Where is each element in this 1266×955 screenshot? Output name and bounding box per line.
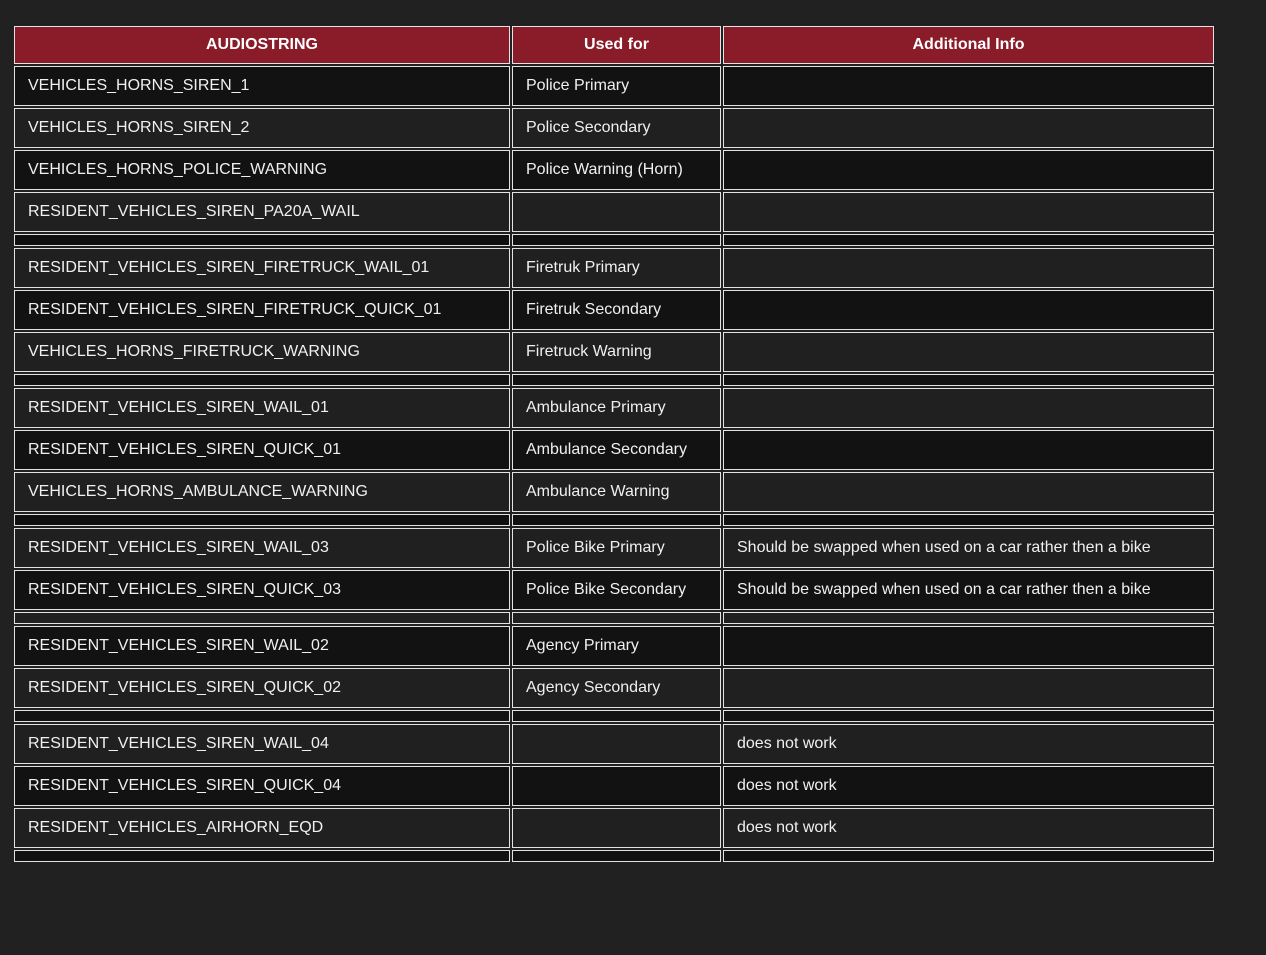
additional-info-cell <box>723 626 1214 666</box>
column-header-additional-info: Additional Info <box>723 26 1214 64</box>
audiostring-cell: VEHICLES_HORNS_SIREN_1 <box>14 66 510 106</box>
audiostring-cell: RESIDENT_VEHICLES_SIREN_QUICK_03 <box>14 570 510 610</box>
additional-info-cell: does not work <box>723 766 1214 806</box>
additional-info-cell: does not work <box>723 724 1214 764</box>
table-row <box>14 808 1214 848</box>
used-for-cell: Agency Secondary <box>512 668 721 708</box>
table-row <box>14 388 1214 428</box>
additional-info-cell <box>723 66 1214 106</box>
used-for-cell <box>512 710 721 722</box>
additional-info-cell <box>723 248 1214 288</box>
table-body <box>14 66 1214 862</box>
spacer-row <box>14 374 1214 386</box>
used-for-cell: Ambulance Secondary <box>512 430 721 470</box>
used-for-cell: Police Secondary <box>512 108 721 148</box>
used-for-cell <box>512 612 721 624</box>
additional-info-cell: does not work <box>723 808 1214 848</box>
audiostring-cell: VEHICLES_HORNS_AMBULANCE_WARNING <box>14 472 510 512</box>
used-for-cell <box>512 766 721 806</box>
audiostring-cell: RESIDENT_VEHICLES_SIREN_QUICK_04 <box>14 766 510 806</box>
audiostring-cell <box>14 850 510 862</box>
table-row <box>14 430 1214 470</box>
used-for-cell: Firetruk Primary <box>512 248 721 288</box>
audiostring-cell: RESIDENT_VEHICLES_SIREN_FIRETRUCK_WAIL_01 <box>14 248 510 288</box>
additional-info-cell <box>723 150 1214 190</box>
audiostring-cell: RESIDENT_VEHICLES_SIREN_QUICK_01 <box>14 430 510 470</box>
audiostring-cell: RESIDENT_VEHICLES_SIREN_WAIL_03 <box>14 528 510 568</box>
spacer-row <box>14 514 1214 526</box>
audiostring-cell <box>14 514 510 526</box>
additional-info-cell <box>723 710 1214 722</box>
table-row <box>14 290 1214 330</box>
audiostring-cell <box>14 612 510 624</box>
additional-info-cell <box>723 612 1214 624</box>
additional-info-cell <box>723 290 1214 330</box>
audiostring-cell: RESIDENT_VEHICLES_AIRHORN_EQD <box>14 808 510 848</box>
column-header-used-for: Used for <box>512 26 721 64</box>
table-row <box>14 248 1214 288</box>
additional-info-cell <box>723 388 1214 428</box>
spacer-row <box>14 612 1214 624</box>
table-row <box>14 66 1214 106</box>
audiostring-cell: VEHICLES_HORNS_SIREN_2 <box>14 108 510 148</box>
used-for-cell <box>512 374 721 386</box>
spacer-row <box>14 850 1214 862</box>
additional-info-cell <box>723 668 1214 708</box>
used-for-cell: Ambulance Warning <box>512 472 721 512</box>
spacer-row <box>14 234 1214 246</box>
additional-info-cell: Should be swapped when used on a car rather then a bike <box>723 570 1214 610</box>
table-header <box>14 26 1214 64</box>
additional-info-cell <box>723 430 1214 470</box>
used-for-cell: Firetruk Secondary <box>512 290 721 330</box>
table-row <box>14 332 1214 372</box>
used-for-cell <box>512 724 721 764</box>
used-for-cell: Agency Primary <box>512 626 721 666</box>
table-row <box>14 192 1214 232</box>
used-for-cell <box>512 234 721 246</box>
table-row <box>14 528 1214 568</box>
audiostring-cell: RESIDENT_VEHICLES_SIREN_WAIL_02 <box>14 626 510 666</box>
used-for-cell: Police Bike Primary <box>512 528 721 568</box>
table-row <box>14 724 1214 764</box>
used-for-cell <box>512 808 721 848</box>
audiostring-cell: VEHICLES_HORNS_POLICE_WARNING <box>14 150 510 190</box>
table-row <box>14 668 1214 708</box>
used-for-cell <box>512 514 721 526</box>
used-for-cell <box>512 192 721 232</box>
header-row <box>14 26 1214 64</box>
siren-audiostring-table <box>12 24 1216 864</box>
additional-info-cell <box>723 514 1214 526</box>
audiostring-cell <box>14 234 510 246</box>
used-for-cell <box>512 850 721 862</box>
additional-info-cell <box>723 374 1214 386</box>
table-row <box>14 626 1214 666</box>
additional-info-cell <box>723 192 1214 232</box>
table-row <box>14 472 1214 512</box>
audiostring-cell: VEHICLES_HORNS_FIRETRUCK_WARNING <box>14 332 510 372</box>
audiostring-cell: RESIDENT_VEHICLES_SIREN_PA20A_WAIL <box>14 192 510 232</box>
additional-info-cell <box>723 472 1214 512</box>
additional-info-cell <box>723 850 1214 862</box>
used-for-cell: Firetruck Warning <box>512 332 721 372</box>
used-for-cell: Ambulance Primary <box>512 388 721 428</box>
additional-info-cell <box>723 108 1214 148</box>
audiostring-cell: RESIDENT_VEHICLES_SIREN_FIRETRUCK_QUICK_01 <box>14 290 510 330</box>
spacer-row <box>14 710 1214 722</box>
table-row <box>14 108 1214 148</box>
table-row <box>14 766 1214 806</box>
page <box>0 24 1266 955</box>
audiostring-cell: RESIDENT_VEHICLES_SIREN_QUICK_02 <box>14 668 510 708</box>
table-row <box>14 150 1214 190</box>
additional-info-cell <box>723 332 1214 372</box>
audiostring-cell <box>14 710 510 722</box>
used-for-cell: Police Primary <box>512 66 721 106</box>
audiostring-cell: RESIDENT_VEHICLES_SIREN_WAIL_01 <box>14 388 510 428</box>
additional-info-cell <box>723 234 1214 246</box>
used-for-cell: Police Bike Secondary <box>512 570 721 610</box>
used-for-cell: Police Warning (Horn) <box>512 150 721 190</box>
additional-info-cell: Should be swapped when used on a car rather then a bike <box>723 528 1214 568</box>
audiostring-cell <box>14 374 510 386</box>
audiostring-cell: RESIDENT_VEHICLES_SIREN_WAIL_04 <box>14 724 510 764</box>
column-header-audiostring: AUDIOSTRING <box>14 26 510 64</box>
table-row <box>14 570 1214 610</box>
